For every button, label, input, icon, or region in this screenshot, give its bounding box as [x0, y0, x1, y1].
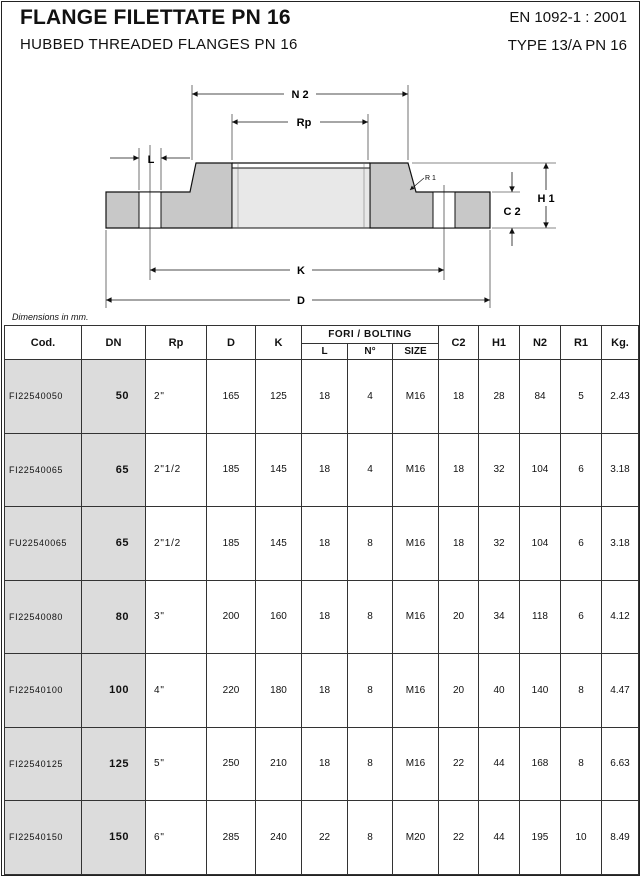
cell-kg: 6.63 [602, 727, 639, 801]
cell-n: 8 [348, 507, 393, 581]
cell-h1: 34 [479, 580, 520, 654]
cell-c2: 20 [439, 654, 479, 728]
cell-dn: 65 [82, 433, 146, 507]
cell-k: 145 [256, 433, 302, 507]
cell-h1: 28 [479, 360, 520, 434]
header-cod: Cod. [5, 326, 82, 360]
cell-d: 220 [207, 654, 256, 728]
table-row [5, 801, 639, 875]
cell-size: M16 [393, 507, 439, 581]
header-bolting-group: FORI / BOLTING [302, 326, 439, 344]
cell-d: 165 [207, 360, 256, 434]
cell-size: M16 [393, 727, 439, 801]
flange-type: TYPE 13/A PN 16 [507, 37, 627, 54]
cell-rp: 5" [146, 727, 207, 801]
cell-n2: 84 [520, 360, 561, 434]
cell-rp: 6" [146, 801, 207, 875]
cell-n2: 104 [520, 507, 561, 581]
label-d: D [297, 295, 305, 307]
header-kg: Kg. [602, 326, 639, 360]
cell-n: 8 [348, 654, 393, 728]
dimensions-table [4, 325, 639, 875]
cell-l: 18 [302, 654, 348, 728]
cell-n: 8 [348, 727, 393, 801]
cell-kg: 3.18 [602, 507, 639, 581]
cell-rp: 3" [146, 580, 207, 654]
cell-k: 160 [256, 580, 302, 654]
label-n2: N 2 [291, 89, 309, 101]
cell-r1: 5 [561, 360, 602, 434]
cell-h1: 44 [479, 727, 520, 801]
cell-code: FI22540050 [5, 360, 82, 434]
table-row [5, 360, 639, 434]
cell-k: 145 [256, 507, 302, 581]
title-english: HUBBED THREADED FLANGES PN 16 [20, 36, 298, 53]
cell-l: 18 [302, 727, 348, 801]
cell-dn: 80 [82, 580, 146, 654]
cell-size: M16 [393, 360, 439, 434]
flange-right-half [370, 163, 490, 228]
cell-rp: 2" [146, 360, 207, 434]
flange-left-half [106, 163, 232, 228]
cell-dn: 50 [82, 360, 146, 434]
cell-l: 18 [302, 580, 348, 654]
cell-k: 125 [256, 360, 302, 434]
header-h1: H1 [479, 326, 520, 360]
cell-h1: 40 [479, 654, 520, 728]
label-c2: C 2 [503, 206, 521, 218]
cell-kg: 4.12 [602, 580, 639, 654]
cell-size: M16 [393, 654, 439, 728]
cell-c2: 22 [439, 727, 479, 801]
cell-n: 8 [348, 580, 393, 654]
cell-c2: 18 [439, 433, 479, 507]
header-r1: R1 [561, 326, 602, 360]
cell-code: FI22540125 [5, 727, 82, 801]
cell-h1: 44 [479, 801, 520, 875]
cell-r1: 10 [561, 801, 602, 875]
table-row [5, 654, 639, 728]
cell-r1: 6 [561, 507, 602, 581]
cell-d: 250 [207, 727, 256, 801]
cell-n2: 104 [520, 433, 561, 507]
cell-dn: 125 [82, 727, 146, 801]
flange-technical-drawing [0, 60, 643, 325]
header-size: SIZE [393, 344, 439, 360]
label-l: L [147, 154, 155, 166]
label-h1: H 1 [537, 193, 555, 205]
cell-n: 8 [348, 801, 393, 875]
cell-c2: 22 [439, 801, 479, 875]
cell-size: M16 [393, 580, 439, 654]
header-dn: DN [82, 326, 146, 360]
cell-code: FI22540100 [5, 654, 82, 728]
dimensions-note: Dimensions in mm. [12, 312, 89, 322]
cell-size: M16 [393, 433, 439, 507]
title-italian: FLANGE FILETTATE PN 16 [20, 6, 291, 29]
cell-d: 185 [207, 507, 256, 581]
cell-dn: 150 [82, 801, 146, 875]
header-c2: C2 [439, 326, 479, 360]
cell-l: 18 [302, 360, 348, 434]
cell-l: 18 [302, 433, 348, 507]
cell-kg: 4.47 [602, 654, 639, 728]
cell-k: 180 [256, 654, 302, 728]
cell-dn: 100 [82, 654, 146, 728]
header-l: L [302, 344, 348, 360]
table-row [5, 580, 639, 654]
cell-c2: 20 [439, 580, 479, 654]
header-k: K [256, 326, 302, 360]
cell-r1: 8 [561, 654, 602, 728]
header-n2: N2 [520, 326, 561, 360]
cell-c2: 18 [439, 360, 479, 434]
cell-d: 185 [207, 433, 256, 507]
cell-r1: 6 [561, 580, 602, 654]
cell-r1: 6 [561, 433, 602, 507]
cell-kg: 3.18 [602, 433, 639, 507]
cell-l: 18 [302, 507, 348, 581]
table-row [5, 727, 639, 801]
cell-n2: 140 [520, 654, 561, 728]
cell-n: 4 [348, 360, 393, 434]
cell-code: FU22540065 [5, 507, 82, 581]
cell-l: 22 [302, 801, 348, 875]
cell-h1: 32 [479, 507, 520, 581]
standard-reference: EN 1092-1 : 2001 [509, 9, 627, 26]
cell-n2: 195 [520, 801, 561, 875]
cell-k: 240 [256, 801, 302, 875]
cell-rp: 2"1/2 [146, 507, 207, 581]
cell-rp: 4" [146, 654, 207, 728]
cell-d: 285 [207, 801, 256, 875]
label-r1: R 1 [425, 175, 436, 182]
header-d: D [207, 326, 256, 360]
cell-rp: 2"1/2 [146, 433, 207, 507]
cell-r1: 8 [561, 727, 602, 801]
cell-code: FI22540150 [5, 801, 82, 875]
cell-dn: 65 [82, 507, 146, 581]
cell-k: 210 [256, 727, 302, 801]
cell-size: M20 [393, 801, 439, 875]
label-k: K [297, 265, 305, 277]
cell-h1: 32 [479, 433, 520, 507]
table-row [5, 507, 639, 581]
table-row [5, 433, 639, 507]
cell-d: 200 [207, 580, 256, 654]
cell-c2: 18 [439, 507, 479, 581]
cell-kg: 8.49 [602, 801, 639, 875]
label-rp: Rp [296, 117, 312, 129]
cell-n2: 168 [520, 727, 561, 801]
cell-n: 4 [348, 433, 393, 507]
cell-n2: 118 [520, 580, 561, 654]
cell-code: FI22540080 [5, 580, 82, 654]
header-rp: Rp [146, 326, 207, 360]
cell-code: FI22540065 [5, 433, 82, 507]
bore [232, 168, 370, 228]
header-n: N° [348, 344, 393, 360]
cell-kg: 2.43 [602, 360, 639, 434]
